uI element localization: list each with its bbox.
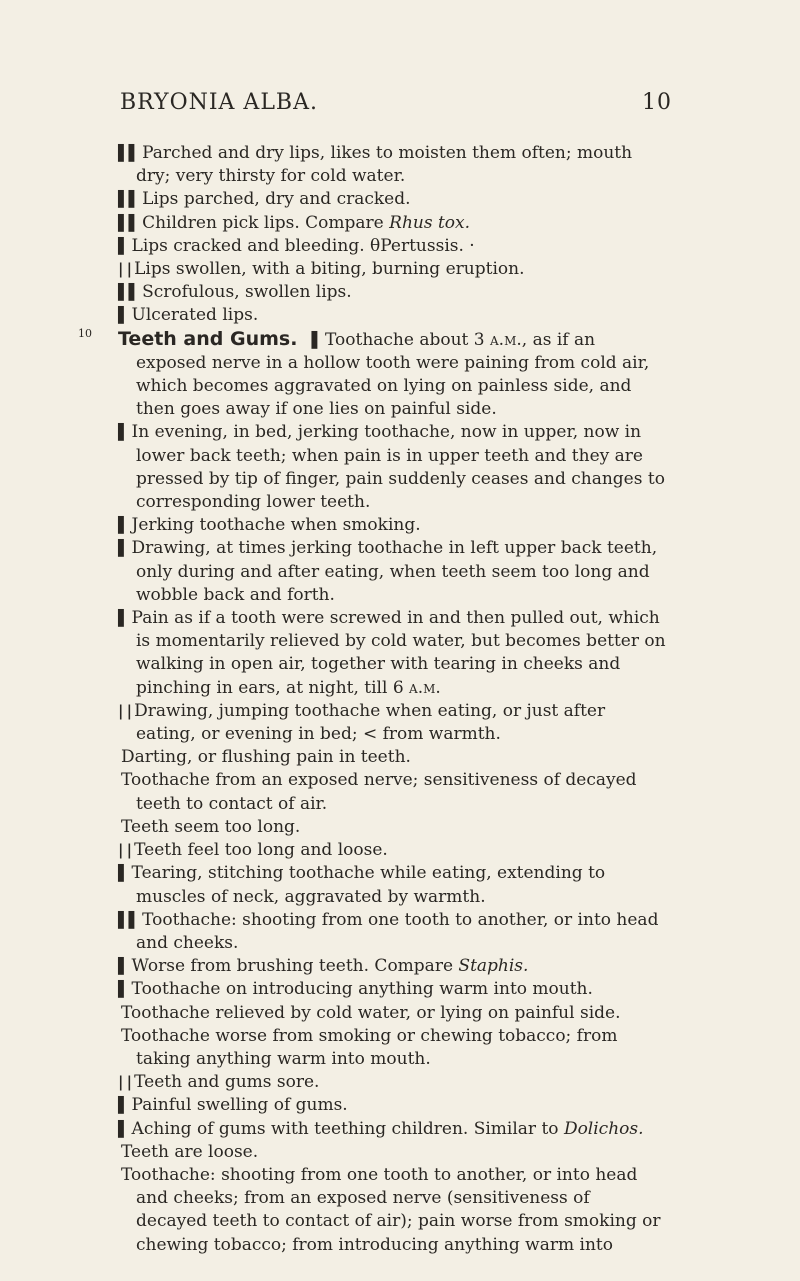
emphasis-marks: | |	[118, 841, 132, 860]
emphasis-marks: ▌▌	[118, 213, 140, 232]
emphasis-marks: ▌	[118, 236, 129, 255]
emphasis-marks: | |	[118, 1073, 132, 1092]
entry-line: ▌▌ Lips parched, dry and cracked.	[118, 189, 411, 210]
teeth-entries-a	[118, 421, 666, 699]
teeth-entries-c	[118, 978, 666, 1256]
entry-line: | | Teeth feel too long and loose.	[118, 840, 388, 861]
entry-line: | | Drawing, jumping toothache when eating, or just after eating, or evening in bed; < from warmth.	[118, 700, 606, 745]
entry-line: ▌▌ Children pick lips. Compare Rhus tox.	[118, 212, 471, 233]
emphasis-marks: ▌▌	[118, 144, 140, 162]
teeth-entries-b	[118, 700, 666, 978]
page-body	[78, 142, 666, 1257]
entry-line: ▌ Toothache on introducing anything warm into mouth.	[118, 979, 593, 1000]
entry-line: ▌ Ulcerated lips.	[118, 305, 259, 326]
section-heading-line: 10 Teeth and Gums. ▌ Toothache about 3 a.m., as if an exposed nerve in a hollow tooth were paining from cold air, which becomes aggravated on lying on painless side, and then goes away if one lies on painful side.	[78, 326, 650, 420]
entry-line: ▌ Aching of gums with teething children. Similar to Dolichos.	[118, 1118, 644, 1139]
entry-line: ▌ Jerking toothache when smoking.	[118, 515, 421, 536]
entry-line: ▌▌ Toothache: shooting from one tooth to another, or into head and cheeks.	[118, 909, 659, 953]
page-number: 10	[642, 90, 672, 115]
entry-line: Toothache worse from smoking or chewing tobacco; from taking anything warm into mouth.	[121, 1025, 618, 1069]
emphasis-marks: ▌	[118, 980, 129, 999]
entry-line: ▌ Drawing, at times jerking toothache in left upper back teeth, only during and after eating, when teeth seem too long and wobble back and forth.	[118, 538, 658, 605]
remedy-reference: Staphis.	[458, 956, 529, 977]
emphasis-marks: ▌▌	[118, 283, 140, 302]
emphasis-marks: ▌	[118, 609, 129, 628]
entry-line: | | Teeth and gums sore.	[118, 1072, 320, 1093]
emphasis-marks: ▌	[118, 957, 129, 976]
entry-line: Toothache relieved by cold water, or lying on painful side.	[121, 1002, 621, 1023]
emphasis-marks: ▌▌	[118, 910, 140, 929]
emphasis-marks: ▌	[118, 1119, 129, 1138]
entry-line: Teeth seem too long.	[121, 816, 301, 837]
section-title: Teeth and Gums.	[118, 327, 298, 350]
emphasis-marks: ▌	[118, 516, 129, 535]
entry-line: ▌ Painful swelling of gums.	[118, 1095, 348, 1116]
entry-line: Toothache from an exposed nerve; sensitiveness of decayed teeth to contact of air.	[121, 770, 637, 814]
emphasis-marks: ▌	[118, 306, 129, 325]
emphasis-marks: ▌	[118, 539, 129, 558]
entry-line: Teeth are loose.	[121, 1141, 259, 1162]
running-title: BRYONIA ALBA.	[120, 90, 318, 115]
entry-line: ▌▌ Scrofulous, swollen lips.	[118, 282, 352, 303]
entry-line: ▌ Tearing, stitching toothache while eating, extending to muscles of neck, aggravated by warmth.	[118, 863, 606, 907]
entry-line: Darting, or flushing pain in teeth.	[121, 747, 411, 768]
entry-line: ▌ In evening, in bed, jerking toothache, now in upper, now in lower back teeth; when pain is in upper teeth and they are pressed by tip of finger, pain suddenly ceases and changes to corresponding lower teeth.	[118, 422, 665, 513]
emphasis-marks: | |	[118, 260, 132, 279]
entry-line: ▌▌ Parched and dry lips, likes to moisten them often; mouth dry; very thirsty for cold water.	[118, 143, 633, 187]
emphasis-marks: ▌	[118, 423, 129, 442]
emphasis-marks: ▌	[311, 330, 322, 349]
entry-line: ▌ Worse from brushing teeth. Compare Staphis.	[118, 956, 529, 977]
remedy-reference: Dolichos.	[563, 1118, 644, 1139]
remedy-reference: Rhus tox.	[389, 212, 471, 233]
entry-line: ▌ Pain as if a tooth were screwed in and then pulled out, which is momentarily relieved by cold water, but becomes better on walking in open air, together with tearing in cheeks and pinching in ears, at night, till 6 a.m.	[118, 608, 666, 698]
entry-line: | | Lips swollen, with a biting, burning eruption.	[118, 259, 525, 280]
emphasis-marks: | |	[118, 701, 132, 720]
entry-line: ▌ Lips cracked and bleeding. θPertussis. ·	[118, 235, 475, 256]
emphasis-marks: ▌▌	[118, 190, 140, 209]
lips-entries	[118, 142, 666, 328]
entry-line: Toothache: shooting from one tooth to another, or into head and cheeks; from an exposed nerve (sensitiveness of decayed teeth to contact of air); pain worse from smoking or chewing tobacco; from introducing anything warm into	[121, 1164, 661, 1255]
emphasis-marks: ▌	[118, 1096, 129, 1115]
emphasis-marks: ▌	[118, 864, 129, 883]
running-header	[120, 90, 672, 115]
